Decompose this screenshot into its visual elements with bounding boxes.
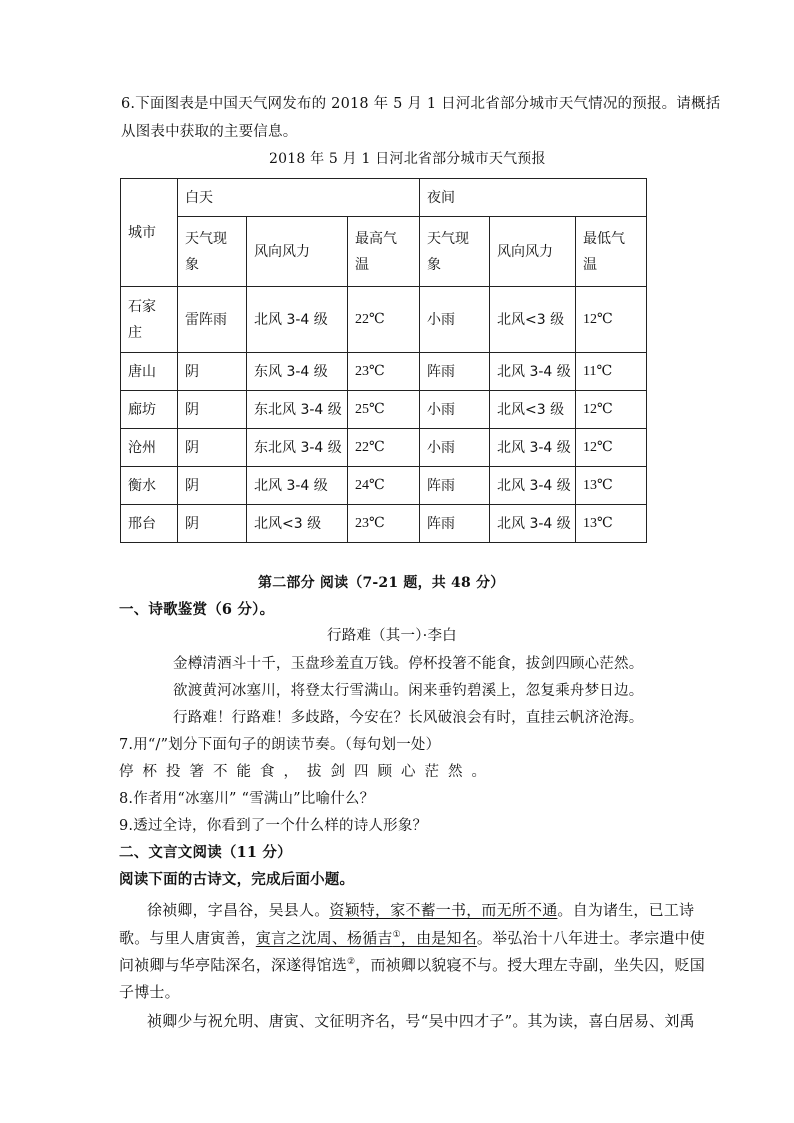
question-8: 8.作者用“冰塞川” “雪满山”比喻什么？: [119, 791, 375, 807]
day-wind-cell: 东北风 3-4 级: [247, 429, 348, 467]
night-weather-cell: 小雨: [420, 287, 490, 353]
table-row: [121, 467, 647, 505]
underlined-phrase: 资颖特，家不蓄一书，而无所不通: [329, 901, 558, 919]
city-cell: 唐山: [121, 353, 178, 391]
night-header: 夜间: [420, 179, 647, 217]
max-temp-header: 最高气 温: [348, 217, 420, 287]
night-wind-cell: 北风 3-4 级: [490, 429, 576, 467]
city-cell: 廊坊: [121, 391, 178, 429]
passage-line: 子博士。: [119, 983, 180, 1001]
night-weather-cell: 阵雨: [420, 353, 490, 391]
day-weather-cell: 阴: [178, 353, 247, 391]
table-row: [121, 505, 647, 543]
poem-line: 欲渡黄河冰塞川，将登太行雪满山。闲来垂钓碧溪上，忽复乘舟梦日边。: [173, 683, 644, 699]
night-weather-cell: 小雨: [420, 429, 490, 467]
max-temp-cell: 22℃: [348, 429, 420, 467]
day-weather-cell: 阴: [178, 467, 247, 505]
question-6-line2: 从图表中获取的主要信息。: [121, 124, 298, 140]
day-weather-header: 天气现 象: [178, 217, 247, 287]
footnote-marker: ②: [347, 957, 356, 967]
passage-line: 祯卿少与祝允明、唐寅、文征明齐名，号“吴中四才子”。其为读，喜白居易、刘禹: [147, 1012, 695, 1030]
min-temp-cell: 13℃: [576, 467, 647, 505]
night-wind-header: 风向风力: [490, 217, 576, 287]
table-row: [121, 391, 647, 429]
day-wind-cell: 北风<3 级: [247, 505, 348, 543]
night-wind-cell: 北风 3-4 级: [490, 353, 576, 391]
question-7-sentence: 停杯投箸不能食，拔剑四顾心茫然。: [119, 764, 495, 780]
day-wind-cell: 东北风 3-4 级: [247, 391, 348, 429]
day-weather-cell: 阴: [178, 429, 247, 467]
passage-line: 歌。与里人唐寅善，寅言之沈周、杨循吉①，由是知名。举弘治十八年进士。孝宗遣中使: [119, 929, 705, 947]
max-temp-cell: 22℃: [348, 287, 420, 353]
night-weather-header: 天气现 象: [420, 217, 490, 287]
poem-line: 金樽清酒斗十千，玉盘珍羞直万钱。停杯投箸不能食，拔剑四顾心茫然。: [173, 656, 644, 672]
table-subheader-row: [121, 217, 647, 287]
section2-title: 二、文言文阅读（11 分）: [119, 844, 292, 861]
part2-title: 第二部分 阅读（7-21 题，共 48 分）: [258, 575, 505, 591]
night-wind-cell: 北风 3-4 级: [490, 505, 576, 543]
min-temp-cell: 12℃: [576, 287, 647, 353]
min-temp-cell: 13℃: [576, 505, 647, 543]
city-cell: 石家 庄: [121, 287, 178, 353]
night-weather-cell: 阵雨: [420, 467, 490, 505]
day-header: 白天: [178, 179, 420, 217]
day-wind-cell: 东风 3-4 级: [247, 353, 348, 391]
passage-line: 徐祯卿，字昌谷，吴县人。资颖特，家不蓄一书，而无所不通。自为诸生，已工诗: [147, 901, 695, 919]
question-7: 7.用“/”划分下面句子的朗读节奏。（每句划一处）: [119, 737, 441, 753]
question-9: 9.透过全诗，你看到了一个什么样的诗人形象？: [119, 818, 428, 834]
section2-instruction: 阅读下面的古诗文，完成后面小题。: [119, 871, 355, 888]
night-weather-cell: 阵雨: [420, 505, 490, 543]
night-weather-cell: 小雨: [420, 391, 490, 429]
section1-title: 一、诗歌鉴赏（6 分）。: [119, 601, 275, 618]
day-wind-cell: 北风 3-4 级: [247, 467, 348, 505]
max-temp-cell: 25℃: [348, 391, 420, 429]
min-temp-header: 最低气 温: [576, 217, 647, 287]
min-temp-cell: 12℃: [576, 391, 647, 429]
table-title: 2018 年 5 月 1 日河北省部分城市天气预报: [269, 151, 546, 167]
table-row: [121, 353, 647, 391]
day-weather-cell: 阴: [178, 505, 247, 543]
weather-table: [120, 178, 647, 543]
city-cell: 邢台: [121, 505, 178, 543]
min-temp-cell: 12℃: [576, 429, 647, 467]
underlined-phrase: 寅言之沈周、杨循吉①，由是知名: [255, 929, 477, 947]
poem-title: 行路难（其一）·李白: [327, 628, 457, 644]
day-weather-cell: 阴: [178, 391, 247, 429]
city-header: 城市: [121, 179, 178, 287]
table-header-row: [121, 179, 647, 217]
night-wind-cell: 北风<3 级: [490, 391, 576, 429]
city-cell: 衡水: [121, 467, 178, 505]
min-temp-cell: 11℃: [576, 353, 647, 391]
poem-line: 行路难！行路难！多歧路，今安在？长风破浪会有时，直挂云帆济沧海。: [173, 710, 644, 726]
max-temp-cell: 24℃: [348, 467, 420, 505]
passage-line: 问祯卿与华亭陆深名，深遂得馆选②，而祯卿以貌寝不与。授大理左寺副，坐失囚，贬国: [119, 956, 705, 974]
city-cell: 沧州: [121, 429, 178, 467]
night-wind-cell: 北风<3 级: [490, 287, 576, 353]
max-temp-cell: 23℃: [348, 505, 420, 543]
day-weather-cell: 雷阵雨: [178, 287, 247, 353]
footnote-marker: ①: [392, 930, 401, 940]
question-6-line1: 6.下面图表是中国天气网发布的 2018 年 5 月 1 日河北省部分城市天气情况的预报。请概括: [121, 96, 721, 112]
night-wind-cell: 北风 3-4 级: [490, 467, 576, 505]
day-wind-cell: 北风 3-4 级: [247, 287, 348, 353]
table-row: [121, 287, 647, 353]
max-temp-cell: 23℃: [348, 353, 420, 391]
table-row: [121, 429, 647, 467]
day-wind-header: 风向风力: [247, 217, 348, 287]
